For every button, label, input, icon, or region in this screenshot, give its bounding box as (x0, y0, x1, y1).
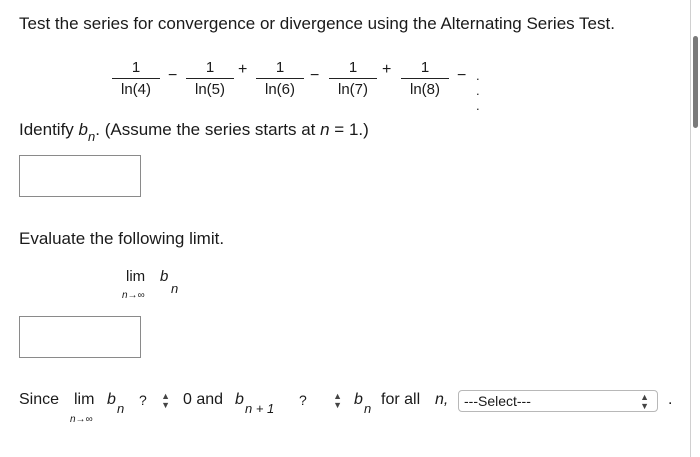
n-var: n (320, 120, 330, 139)
zero-and-text: 0 and (183, 391, 224, 408)
fraction-bar (401, 78, 449, 79)
lim-text: lim (126, 268, 146, 285)
operator: − (168, 67, 178, 84)
since-lim-subscript: n→∞ (70, 414, 93, 425)
b-var: b (78, 120, 89, 139)
select-1-value: ? (139, 392, 147, 408)
since-n3-subscript: n (364, 401, 372, 416)
since-b3-var: b (354, 391, 363, 408)
series-term-3 (256, 58, 304, 100)
term-denominator: ln(6) (264, 81, 295, 98)
series-term-4 (329, 58, 377, 100)
b-var: b (160, 268, 169, 285)
operator: + (238, 61, 248, 78)
for-all-n-var: n, (435, 391, 449, 408)
term-numerator: 1 (275, 59, 285, 76)
since-n-subscript: n (117, 401, 125, 416)
ellipsis: . . . (476, 68, 480, 113)
n-subscript: n (88, 129, 96, 144)
conclusion-select[interactable] (458, 390, 658, 412)
term-numerator: 1 (348, 59, 358, 76)
term-numerator: 1 (205, 59, 215, 76)
limit-answer-input[interactable] (19, 316, 141, 358)
fraction-bar (112, 78, 160, 79)
conclusion-select-value: ---Select--- (464, 393, 531, 409)
series-term-1 (112, 58, 160, 100)
term-numerator: 1 (420, 59, 430, 76)
fraction-bar (256, 78, 304, 79)
scrollbar-thumb[interactable] (693, 36, 698, 128)
sentence-period: . (668, 391, 673, 408)
comparison-select-2[interactable] (294, 390, 346, 412)
evaluate-label: Evaluate the following limit. (19, 229, 225, 248)
since-b-var: b (107, 391, 116, 408)
term-denominator: ln(5) (194, 81, 225, 98)
identify-suffix: . (Assume the series starts at (95, 120, 321, 139)
since-b2-var: b (235, 391, 244, 408)
question-text: Test the series for convergence or divergence using the Alternating Series Test. (19, 14, 615, 33)
since-lim-text: lim (74, 391, 95, 408)
identify-prefix: Identify (19, 120, 79, 139)
operator: − (457, 67, 467, 84)
operator: + (382, 61, 392, 78)
term-numerator: 1 (131, 59, 141, 76)
term-denominator: ln(4) (120, 81, 151, 98)
select-2-value: ? (299, 392, 307, 408)
since-label: Since (19, 391, 60, 408)
n-plus-1-subscript: n + 1 (245, 401, 275, 416)
chevron-updown-icon: ▲ ▼ (161, 391, 170, 410)
identify-equals: = 1.) (329, 120, 369, 139)
bn-answer-input[interactable] (19, 155, 141, 197)
lim-subscript: n→∞ (122, 290, 145, 301)
fraction-bar (329, 78, 377, 79)
term-denominator: ln(7) (337, 81, 368, 98)
for-all-text: for all (381, 391, 421, 408)
identify-prompt (19, 120, 369, 144)
chevron-updown-icon: ▲ ▼ (333, 391, 342, 410)
chevron-updown-icon: ▲ ▼ (640, 392, 649, 411)
operator: − (310, 67, 320, 84)
term-denominator: ln(8) (409, 81, 440, 98)
series-term-2 (186, 58, 234, 100)
fraction-bar (186, 78, 234, 79)
n-subscript: n (171, 281, 179, 296)
series-term-5 (401, 58, 449, 100)
comparison-select-1[interactable] (134, 390, 174, 412)
